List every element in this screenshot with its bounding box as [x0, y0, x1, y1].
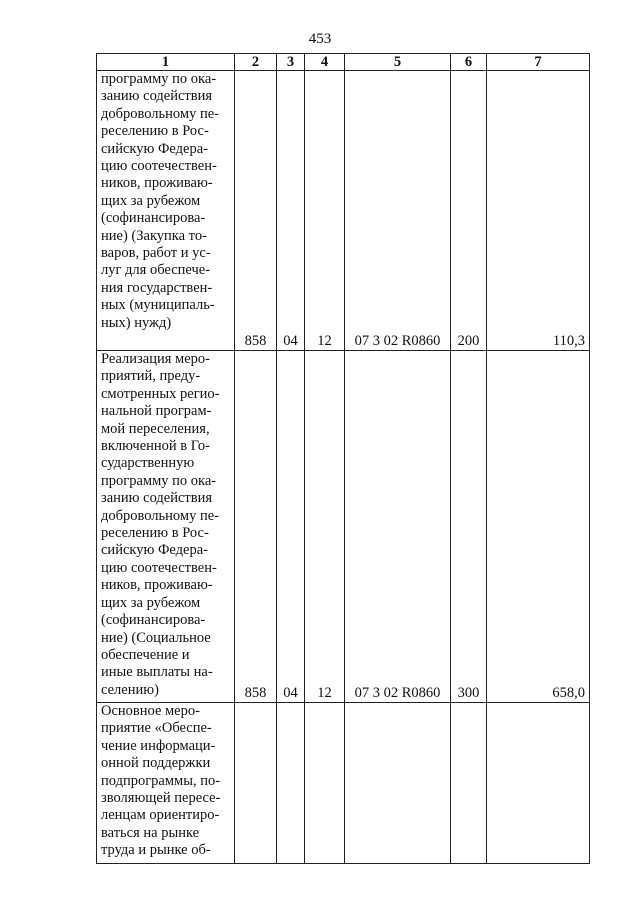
item-name-cell — [97, 71, 235, 351]
item-name-line: цию соотечествен- — [101, 158, 217, 175]
item-name-line: ных) нужд) — [101, 314, 172, 331]
header-row — [97, 54, 590, 71]
item-name-line: ных (муниципаль- — [101, 297, 215, 314]
amount-cell: 658,0 — [487, 351, 590, 703]
item-name-line: нальной програм- — [101, 403, 212, 420]
item-name-line: ния государствен- — [101, 279, 213, 296]
item-name-line: сударственную — [101, 455, 195, 472]
target-article-cell: 07 3 02 R0860 — [345, 71, 451, 351]
ministry-code-cell: 858 — [235, 71, 277, 351]
item-name-line: щих за рубежом — [101, 192, 201, 209]
target-article-cell: 07 3 02 R0860 — [345, 351, 451, 703]
item-name-line: добровольному пе- — [101, 105, 219, 122]
item-name-line: цию соотечествен- — [101, 559, 217, 576]
item-name-line: варов, работ и ус- — [101, 245, 211, 262]
item-name-line: реселению в Рос- — [101, 123, 209, 140]
item-name-line: луг для обеспече- — [101, 262, 211, 279]
expense-type-cell: 300 — [451, 351, 487, 703]
section-code-cell: 04 — [277, 351, 305, 703]
header-col-7: 7 — [487, 54, 590, 71]
target-article-cell — [345, 703, 451, 864]
item-name-line: ние) (Закупка то- — [101, 227, 207, 244]
item-name-line: занию содействия — [101, 88, 213, 105]
item-name-line: ние) (Социальное — [101, 629, 211, 646]
header-col-4: 4 — [305, 54, 345, 71]
item-name-line: ваться на рынке — [101, 824, 200, 841]
item-name-line: приятие «Обеспе- — [101, 720, 212, 737]
item-name-line: ников, проживаю- — [101, 175, 213, 192]
header-col-6: 6 — [451, 54, 487, 71]
subsection-code-cell: 12 — [305, 351, 345, 703]
item-name-line: приятий, преду- — [101, 368, 201, 385]
item-name-line: программу по ока- — [101, 71, 217, 87]
header-col-5: 5 — [345, 54, 451, 71]
amount-cell — [487, 703, 590, 864]
item-name-line: Основное меро- — [101, 703, 200, 719]
item-name-line: смотренных регио- — [101, 385, 220, 402]
expense-type-cell: 200 — [451, 71, 487, 351]
subsection-code-cell: 12 — [305, 71, 345, 351]
header-col-2: 2 — [235, 54, 277, 71]
item-name-line: программу по ока- — [101, 472, 217, 489]
header-col-3: 3 — [277, 54, 305, 71]
item-name-line: зволяющей пересе- — [101, 790, 221, 807]
item-name-line: чение информаци- — [101, 737, 216, 754]
ministry-code-cell — [235, 703, 277, 864]
page-number: 453 — [308, 31, 332, 47]
item-name-line: добровольному пе- — [101, 507, 219, 524]
header-col-1: 1 — [97, 54, 235, 71]
item-name-line: ников, проживаю- — [101, 577, 213, 594]
item-name-cell — [97, 703, 235, 864]
item-name-line: сийскую Федера- — [101, 140, 208, 157]
item-name-line: подпрограммы, по- — [101, 772, 221, 789]
item-name-line: реселению в Рос- — [101, 525, 209, 542]
budget-table — [96, 53, 590, 864]
section-code-cell: 04 — [277, 71, 305, 351]
item-name-line: Реализация меро- — [101, 351, 210, 367]
item-name-line: (софинансирова- — [101, 612, 206, 629]
item-name-line: онной поддержки — [101, 755, 211, 772]
section-code-cell — [277, 703, 305, 864]
item-name-line: занию содействия — [101, 490, 213, 507]
amount-cell: 110,3 — [487, 71, 590, 351]
ministry-code-cell: 858 — [235, 351, 277, 703]
subsection-code-cell — [305, 703, 345, 864]
item-name-line: иные выплаты на- — [101, 664, 213, 681]
table-row — [97, 703, 590, 864]
table-row — [97, 351, 590, 703]
item-name-cell — [97, 351, 235, 703]
expense-type-cell — [451, 703, 487, 864]
item-name-line: (софинансирова- — [101, 210, 206, 227]
table-row — [97, 71, 590, 351]
item-name-line: селению) — [101, 681, 159, 698]
item-name-line: щих за рубежом — [101, 594, 201, 611]
item-name-line: труда и рынке об- — [101, 842, 211, 859]
item-name-line: ленцам ориентиро- — [101, 807, 220, 824]
item-name-line: мой переселения, — [101, 420, 210, 437]
item-name-line: включенной в Го- — [101, 438, 210, 455]
item-name-line: обеспечение и — [101, 646, 190, 663]
item-name-line: сийскую Федера- — [101, 542, 208, 559]
